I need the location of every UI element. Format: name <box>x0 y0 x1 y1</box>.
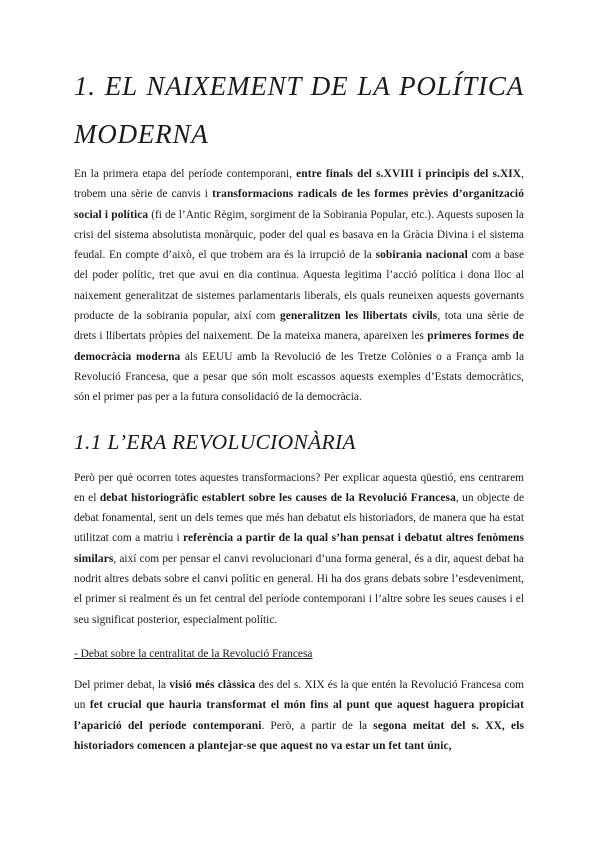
subsection-heading: - Debat sobre la centralitat de la Revolució Francesa <box>74 647 313 660</box>
text-run: als EEUU amb la Revolució de les Tretze Colònies o a França amb la Revolució Francesa, que a pesar que són molt escassos aquests exemples d’Estats democràtics, són el primer pas per a la futura consolidació de la democràcia. <box>74 350 525 404</box>
bold-emphasis: generalitzen les llibertats civils <box>279 310 438 323</box>
bold-emphasis: visió més clàssica <box>169 678 256 691</box>
text-run: com a base del poder polític, tret que avui en dia continua. Aquesta legitima l’acció política i dona lloc al naixement generalitzat de sistemes parlamentaris liberals, els quals reuneixen aquests governants producte de la sobirania popular, així com <box>74 249 524 323</box>
bold-emphasis: segona meitat del s. XX, els historiadors comencen a plantejar-se que aquest no va estar un fet tant únic, <box>74 719 524 752</box>
bold-emphasis: fet crucial que hauria transformat el món fins al punt que aquest haguera propiciat l’aparició del període contemporani <box>74 699 524 732</box>
centrality-paragraph <box>74 675 524 756</box>
intro-paragraph <box>74 164 524 408</box>
text-run: , un objecte de debat fonamental, sent un dels temes que més han debatut els historiadors, de manera que ha estat utilitzat com a matriu i <box>74 491 525 545</box>
bold-emphasis: referència a partir de la qual s’han pensat i debatut altres fenòmens similars <box>74 532 524 565</box>
bold-emphasis: transformacions radicals de les formes prèvies d’organització social i política <box>74 188 524 221</box>
bold-emphasis: primeres formes de democràcia moderna <box>74 330 524 363</box>
revolution-paragraph <box>74 468 524 630</box>
text-run: des del s. XIX és la que entén la Revolució Francesa com un <box>74 678 525 712</box>
section-heading: 1.1 L’ERA REVOLUCIONÀRIA <box>74 429 356 454</box>
text-run: En la primera etapa del període contemporani, <box>74 168 297 180</box>
bold-emphasis: debat historiogràfic establert sobre les causes de la Revolució Francesa <box>99 491 456 504</box>
text-run: , tota una sèrie de drets i llibertats pròpies del naixement. De la mateixa manera, apareixen les <box>74 310 524 343</box>
text-run: Però per què ocorren totes aquestes transformacions? Per explicar aquesta qüestió, ens centrarem en el <box>74 471 524 504</box>
text-run: . Però, a partir de la <box>261 719 374 732</box>
bold-emphasis: entre finals del s.XVIII i principis del s.XIX <box>296 168 522 180</box>
text-run: , així com per pensar el canvi revolucionari d’una forma general, és a dir, aquest debat ha nodrit altres debats sobre el canvi polític en general. Hi ha dos grans debats sobre l’esdeveniment, el primer si realment és un fet central del període contemporani i l’altre sobre les seues causes i el seu significat posterior, especialment polític. <box>74 552 524 626</box>
chapter-heading: 1. EL NAIXEMENT DE LA POLÍTICA MODERNA <box>74 71 524 149</box>
bold-emphasis: sobirania nacional <box>375 249 468 262</box>
text-run: , trobem una sèrie de canvis i <box>74 168 524 201</box>
text-run: Del primer debat, la <box>74 678 170 691</box>
text-run: (fi de l’Antic Règim, sorgiment de la Sobirania Popular, etc.). Aquests suposen la crisi del sistema absolutista monàrquic, poder del qual es basava en la Gràcia Divina i el sistema feudal. En compte d’això, el que trobem ara és la irrupció de la <box>74 208 524 262</box>
